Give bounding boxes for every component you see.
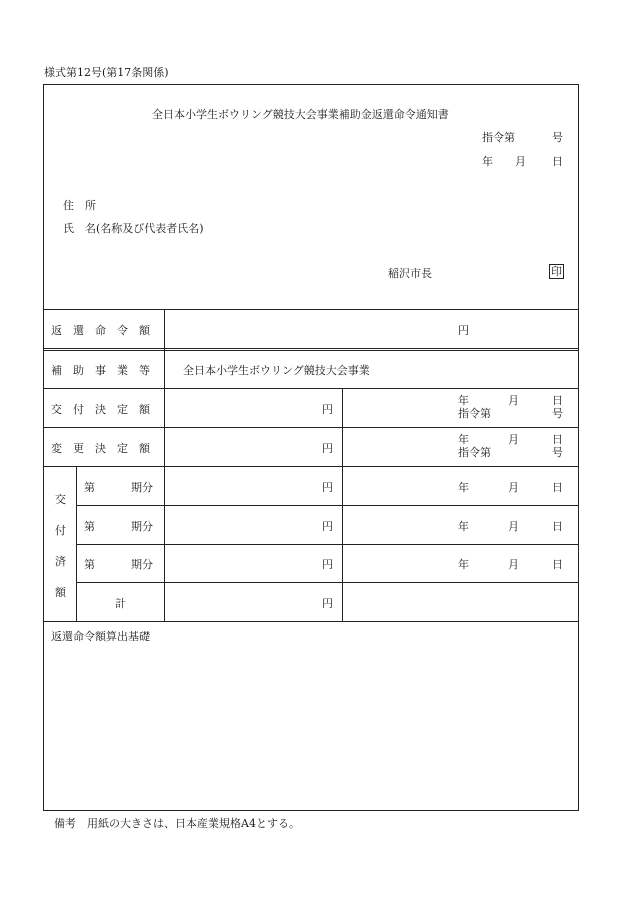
doc-number-suffix: 号 [552,131,563,144]
change-date-month: 月 [508,433,519,446]
divider [43,350,579,351]
change-number-suffix: 号 [552,446,563,459]
period-date-year: 年 [458,558,469,571]
paid-label-char: 付 [55,524,66,537]
grant-decision-label: 交付決定額 [51,403,161,416]
paid-label-char: 済 [55,555,66,568]
grant-date-year: 年 [458,394,469,407]
change-date-year: 年 [458,433,469,446]
date-year: 年 [482,155,493,168]
paid-label-char: 額 [55,586,66,599]
grant-date-day: 日 [552,394,563,407]
grant-decision-yen: 円 [322,403,333,416]
change-decision-label: 変更決定額 [51,442,161,455]
period-yen: 円 [322,520,333,533]
basis-label: 返還命令額算出基礎 [51,630,150,643]
period-prefix: 第 [84,520,95,533]
period-date-day: 日 [552,481,563,494]
project-value: 全日本小学生ボウリング競技大会事業 [183,364,370,377]
divider [76,544,579,545]
divider [43,388,579,389]
period-yen: 円 [322,481,333,494]
period-date-day: 日 [552,558,563,571]
return-amount-yen: 円 [458,324,469,337]
divider [43,348,579,349]
period-yen: 円 [322,558,333,571]
divider [43,309,579,310]
divider [43,466,579,467]
total-label: 計 [115,597,126,610]
period-date-year: 年 [458,520,469,533]
divider [342,388,343,621]
period-suffix: 期分 [131,520,153,533]
grant-date-month: 月 [508,394,519,407]
divider [164,309,165,621]
period-prefix: 第 [84,481,95,494]
period-prefix: 第 [84,558,95,571]
change-decision-yen: 円 [322,442,333,455]
divider [43,427,579,428]
period-suffix: 期分 [131,481,153,494]
issuer: 稲沢市長 [388,267,432,280]
address-label: 住 所 [63,199,96,212]
form-id: 様式第12号(第17条関係) [44,66,169,79]
paid-label-char: 交 [55,493,66,506]
doc-number-prefix: 指令第 [482,131,515,144]
change-number-prefix: 指令第 [458,446,491,459]
footnote: 備考 用紙の大きさは、日本産業規格A4とする。 [54,817,300,830]
seal-mark: 印 [551,265,562,278]
divider [76,505,579,506]
period-date-month: 月 [508,520,519,533]
divider [76,582,579,583]
date-day: 日 [552,155,563,168]
total-yen: 円 [322,597,333,610]
grant-number-prefix: 指令第 [458,407,491,420]
return-amount-label: 返還命令額 [51,324,161,337]
change-date-day: 日 [552,433,563,446]
period-date-month: 月 [508,481,519,494]
grant-number-suffix: 号 [552,407,563,420]
date-month: 月 [515,155,526,168]
project-label: 補助事業等 [51,364,161,377]
period-date-year: 年 [458,481,469,494]
form-title: 全日本小学生ボウリング競技大会事業補助金返還命令通知書 [152,108,449,121]
period-suffix: 期分 [131,558,153,571]
period-date-month: 月 [508,558,519,571]
divider [76,466,77,621]
period-date-day: 日 [552,520,563,533]
divider [43,621,579,622]
name-label: 氏 名(名称及び代表者氏名) [63,222,204,235]
